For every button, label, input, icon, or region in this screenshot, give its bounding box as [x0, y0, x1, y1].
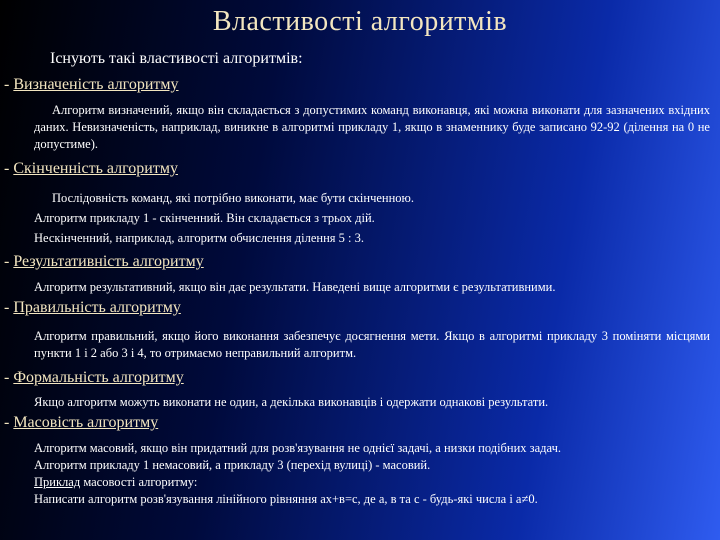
property-heading-definiteness: [4, 76, 179, 94]
example-label: Приклад: [34, 475, 81, 489]
text-line: Написати алгоритм розв'язування лінійного рівняння ax+в=с, де а, в та с - будь-які числа і а≠0.: [34, 492, 538, 506]
property-heading-correctness: [4, 299, 181, 317]
property-heading-formality: [4, 369, 184, 387]
heading-label: Масовість алгоритму: [13, 414, 159, 431]
heading-label: Правильність алгоритму: [13, 299, 181, 316]
slide-title: Властивості алгоритмів: [212, 6, 508, 37]
heading-label: Скінченність алгоритму: [13, 160, 178, 177]
property-text-finiteness: [34, 188, 710, 248]
example-rest: масовості алгоритму:: [80, 475, 198, 489]
intro-text: Існують такі властивості алгоритмів:: [50, 50, 303, 67]
property-heading-finiteness: [4, 160, 178, 178]
property-text-effectiveness: Алгоритм результативний, якщо він дає результати. Наведені вище алгоритми є результативними.: [34, 280, 556, 294]
example-line: [34, 474, 710, 491]
property-text-formality: Якщо алгоритм можуть виконати не один, а декілька виконавців і одержати однакові результати.: [34, 395, 549, 409]
property-text-definiteness: Алгоритм визначений, якщо він складається з допустимих команд виконавця, які можна виконати для зазначених вхідних даних. Невизначеність, наприклад, виникне в алгоритмі прикладу 1, якщо в знаменнику буде записано 92-92 (ділення на 0 не допустиме).: [34, 103, 710, 151]
heading-prefix: -: [4, 369, 14, 386]
text-line: Алгоритм масовий, якщо він придатний для розв'язування не однієї задачі, а низки подібних задач.: [34, 441, 561, 455]
heading-label: Визначеність алгоритму: [13, 76, 179, 93]
heading-prefix: -: [4, 414, 14, 431]
property-heading-mass: [4, 414, 158, 432]
heading-prefix: -: [4, 76, 14, 93]
text-line: Алгоритм прикладу 1 - скінченний. Він складається з трьох дій.: [34, 211, 375, 225]
property-text-mass: [34, 440, 710, 508]
text-line: Нескінченний, наприклад, алгоритм обчислення ділення 5 : 3.: [34, 231, 364, 245]
property-text-correctness: Алгоритм правильний, якщо його виконання забезпечує досягнення мети. Якщо в алгоритмі прикладу 3 поміняти місцями пункти 1 і 2 або 3 і 4, то отримаємо неправильний алгоритм.: [34, 329, 710, 360]
heading-prefix: -: [4, 253, 14, 270]
heading-label: Результативність алгоритму: [13, 253, 204, 270]
heading-label: Формальність алгоритму: [13, 369, 184, 386]
heading-prefix: -: [4, 299, 14, 316]
text-line: Алгоритм прикладу 1 немасовий, а прикладу 3 (перехід вулиці) - масовий.: [34, 458, 431, 472]
text-line: Послідовність команд, які потрібно виконати, має бути скінченною.: [52, 191, 415, 205]
property-heading-effectiveness: [4, 253, 204, 271]
heading-prefix: -: [4, 160, 14, 177]
